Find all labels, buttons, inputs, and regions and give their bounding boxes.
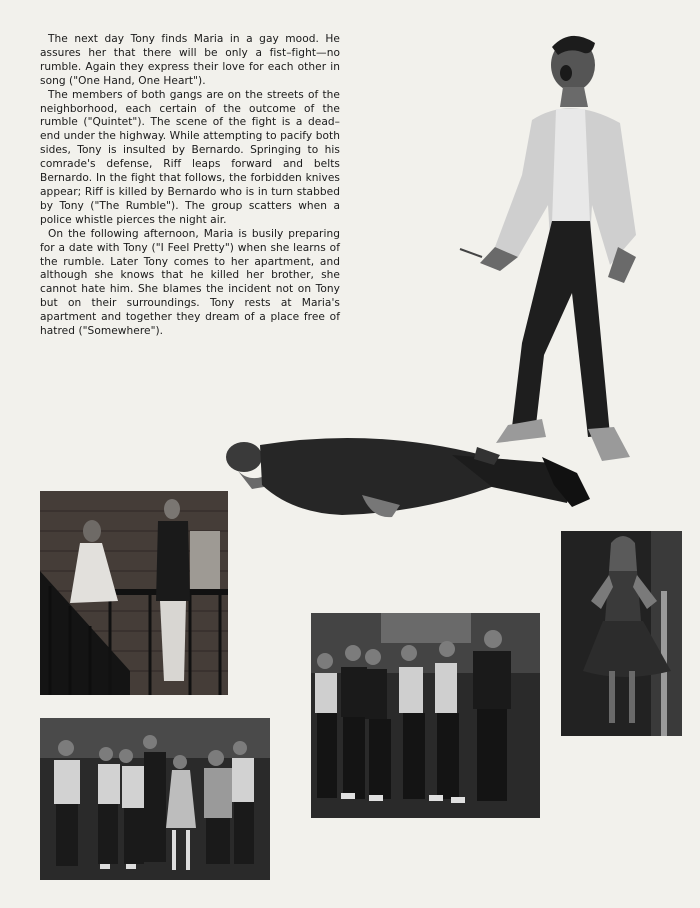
paragraph-1: The next day Tony finds Maria in a gay mood. He assures her that there will be only a fist–fight—no rumble. Again they express their love for each other in song ("One Hand, One Heart"). xyxy=(40,33,340,87)
article-text xyxy=(40,33,340,339)
paragraph-2: The members of both gangs are on the streets of the neighborhood, each certain of the outcome of the rumble ("Quintet"). The scene of the fight is a dead–end under the highway. While attempting to pacify both sides, Tony is insulted by Bernardo. Springing to his comrade's defense, Riff leaps forward and belts Bernardo. In the fight that follows, the forbidden knives appear; Riff is killed by Bernardo who is in turn stabbed by Tony ("The Rumble"). The group scatters when a police whistle pierces the night air. xyxy=(40,88,340,226)
paragraph-3: On the following afternoon, Maria is busily preparing for a date with Tony ("I Feel Pretty") when she learns of the rumble. Later Tony comes to her apartment, and although she knows that he killed her brother, she cannot hate him. She blames the incident not on Tony but on their surroundings. Tony rests at Maria's apartment and together they dream of a place free of hatred ("Somewhere"). xyxy=(40,227,340,338)
photo-group-cast xyxy=(40,718,270,880)
photo-gang-lineup xyxy=(311,613,540,818)
photo-balcony-scene xyxy=(40,491,228,695)
photo-dancer-solo xyxy=(561,531,682,736)
photo-shouting-actor xyxy=(460,25,650,465)
photo-fallen-actor xyxy=(222,425,592,525)
